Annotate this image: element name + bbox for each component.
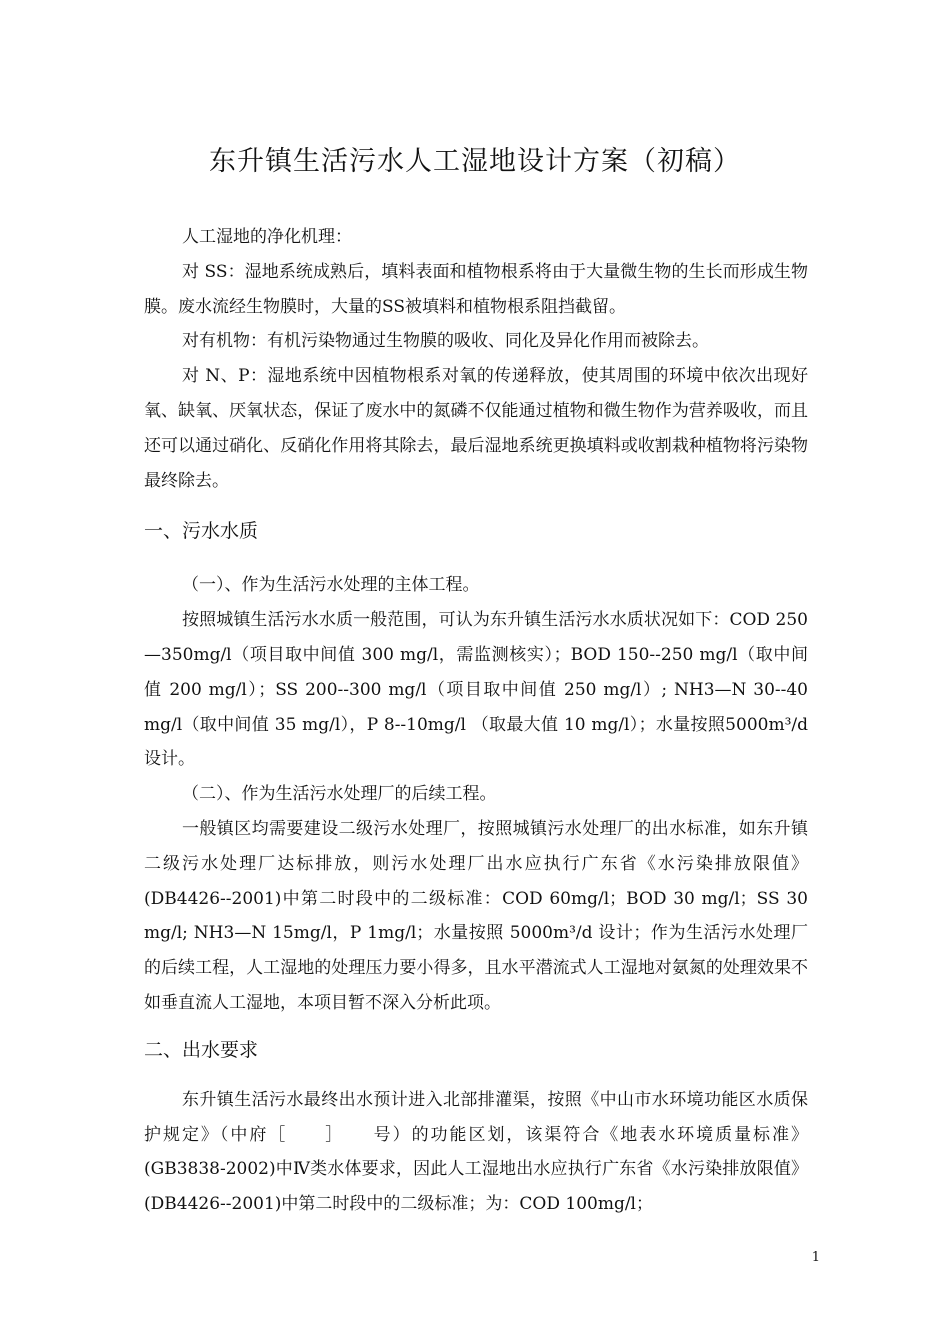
intro-heading: 人工湿地的净化机理： xyxy=(182,227,352,247)
subsection-title-follow-up-project: （二）、作为生活污水处理厂的后续工程。 xyxy=(182,784,497,805)
document-body xyxy=(144,220,808,1222)
paragraph-ss: 对 SS：湿地系统成熟后，填料表面和植物根系将由于大量微生物的生长而形成生物膜。废水流经生物膜时，大量的SS被填料和植物根系阻挡截留。 xyxy=(144,261,808,317)
paragraph-treatment-plant-standard: 一般镇区均需要建设二级污水处理厂，按照城镇污水处理厂的出水标准，如东升镇二级污水处理厂达标排放，则污水处理厂出水应执行广东省《水污染排放限值》(DB4426--2001)中第二时段中的二级标准：COD 60mg/l；BOD 30 mg/l；SS 30 mg/l; NH3—N 15mg/l，P 1mg/l；水量按照 5000m³/d 设计；作为生活污水处理厂的后续工程，人工湿地的处理压力要小得多，且水平潜流式人工湿地对氨氮的处理效果不如垂直流人工湿地，本项目暂不深入分析此项。 xyxy=(144,818,808,1013)
subsection-title-main-project: （一）、作为生活污水处理的主体工程。 xyxy=(182,575,480,596)
page-number: 1 xyxy=(811,1250,820,1265)
paragraph-effluent-requirements: 东升镇生活污水最终出水预计进入北部排灌渠，按照《中山市水环境功能区水质保护规定》（中府［ ］ 号）的功能区划，该渠符合《地表水环境质量标准》(GB3838-2002)中Ⅳ类水体要求，因此人工湿地出水应执行广东省《水污染排放限值》(DB4426--2001)中第二时段中的二级标准；为：COD 100mg/l； xyxy=(144,1089,808,1215)
document-title: 东升镇生活污水人工湿地设计方案（初稿） xyxy=(209,146,741,177)
section-heading-effluent-requirements: 二、出水要求 xyxy=(144,1038,259,1061)
paragraph-water-quality-values: 按照城镇生活污水水质一般范围，可认为东升镇生活污水水质状况如下：COD 250—350mg/l（项目取中间值 300 mg/l，需监测核实）；BOD 150--250 mg/l（取中间值 200 mg/l）；SS 200--300 mg/l（项目取中间值 250 mg/l）; NH3—N 30--40 mg/l（取中间值 35 mg/l），P 8--10mg/l （取最大值 10 mg/l）；水量按照5000m³/d 设计。 xyxy=(144,610,808,770)
section-heading-water-quality: 一、污水水质 xyxy=(144,520,259,543)
paragraph-organic: 对有机物：有机污染物通过生物膜的吸收、同化及异化作用而被除去。 xyxy=(182,331,709,352)
paragraph-np: 对 N、P：湿地系统中因植物根系对氧的传递释放，使其周围的环境中依次出现好氧、缺氧、厌氧状态，保证了废水中的氮磷不仅能通过植物和微生物作为营养吸收，而且还可以通过硝化、反硝化作用将其除去，最后湿地系统更换填料或收割栽种植物将污染物最终除去。 xyxy=(144,366,808,491)
